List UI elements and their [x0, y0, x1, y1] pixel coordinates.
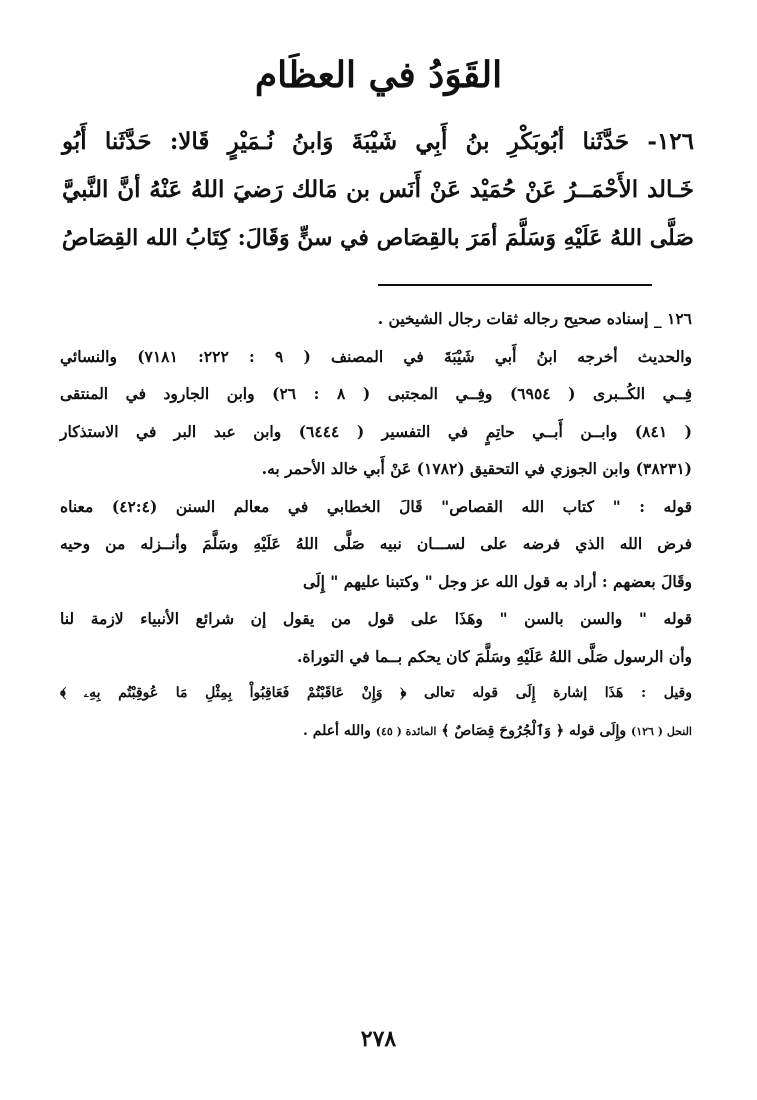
note-line-12-text: وإِلَى قوله ﴿ وَٱلْجُرُوحَ قِصَاصٌ ﴾	[436, 722, 632, 739]
note-line-12	[60, 713, 692, 751]
note-line-7: فرض الله الذي فرضه على لســـان نبيه صَلَّى اللهُ عَلَيْهِ وسَلَّمَ وأنــزله من وحيه	[60, 534, 692, 553]
hadith-line-3: صَلَّى اللهُ عَلَيْهِ وَسَلَّمَ أمَرَ بالقِصَاص في سنٍّ وَقَالَ: كِتَابُ الله القِصَاصُ	[61, 225, 694, 251]
note-line-10: وأن الرسول صَلَّى اللهُ عَلَيْهِ وسَلَّمَ كان يحكم بــما في التوراة.	[296, 646, 692, 666]
footnote-divider	[378, 284, 652, 286]
hadith-line-2: خَـالد الأَحْمَــرُ عَنْ حُمَيْد عَنْ أَنَس بن مَالك رَضيَ اللهُ عَنْهُ أنَّ النَّبيَّ	[62, 176, 694, 203]
note-line-4: ( ٨٤١) وابــن أَبــي حاتِمٍ في التفسير ( ٦٤٤٤) وابن عبد البر في الاستذكار	[60, 421, 693, 441]
note-line-6: قوله : " كتاب الله القصاص" قَالَ الخطابي في معالم السنن (٤٢:٤) معناه	[60, 496, 693, 516]
hadith-number: ١٢٦-	[647, 128, 694, 155]
note-line-8: وقَالَ بعضهم : أراد به قول الله عز وجل " وكتبنا عليهم " إِلَى	[302, 571, 692, 591]
page-number: ٢٧٨	[360, 1026, 397, 1052]
hadith-line-1-text: حَدَّثَنا أبُوبَكْرِ بنُ أَبِي شَيْبَةَ وَابنُ نُـمَيْرٍ قَالا: حَدَّثَنا أَبُو	[62, 128, 630, 155]
hadith-text	[62, 118, 694, 262]
note-line-9: قوله " والسن بالسن " وهَذَا على قول من يقول إن شرائع الأنبياء لازمة لنا	[60, 609, 692, 628]
note-line-11: وقيل : هَذَا إشارة إِلَى قوله تعالى ﴿ وَإِنْ عَاقَبْتُمْ فَعَاقِبُواْ بِمِثْلِ مَا عُوقِبْتُم بِهِۦ ﴾	[60, 685, 692, 701]
note-line-2: والحديث أخرجه ابنُ أَبي شَيْبَةَ في المصنف ( ٩ : ٢٢٢: ٧١٨١) والنسائي	[60, 346, 692, 366]
note-line-12-end: والله أعلم .	[303, 722, 376, 739]
note-line-5: (٣٨٢٣١) وابن الجوزي في التحقيق (١٧٨٢) عَنْ أَبي خالد الأحمر به.	[261, 459, 692, 478]
chapter-title: القَوَدُ في العظَام	[254, 54, 503, 96]
hadith-line-1	[62, 118, 694, 166]
footnotes	[60, 300, 692, 750]
note-line-1: ١٢٦ _ إسناده صحيح رجاله ثقات رجال الشيخين .	[377, 309, 692, 328]
quran-reference-maidah: المائدة ( ٤٥)	[375, 724, 437, 738]
quran-reference-nahl: النحل ( ١٢٦)	[631, 724, 692, 738]
note-line-3: فِــي الكُــبرى ( ٦٩٥٤) وفِــي المجتبى ( ٨ : ٢٦) وابن الجارود في المنتقى	[60, 384, 693, 403]
